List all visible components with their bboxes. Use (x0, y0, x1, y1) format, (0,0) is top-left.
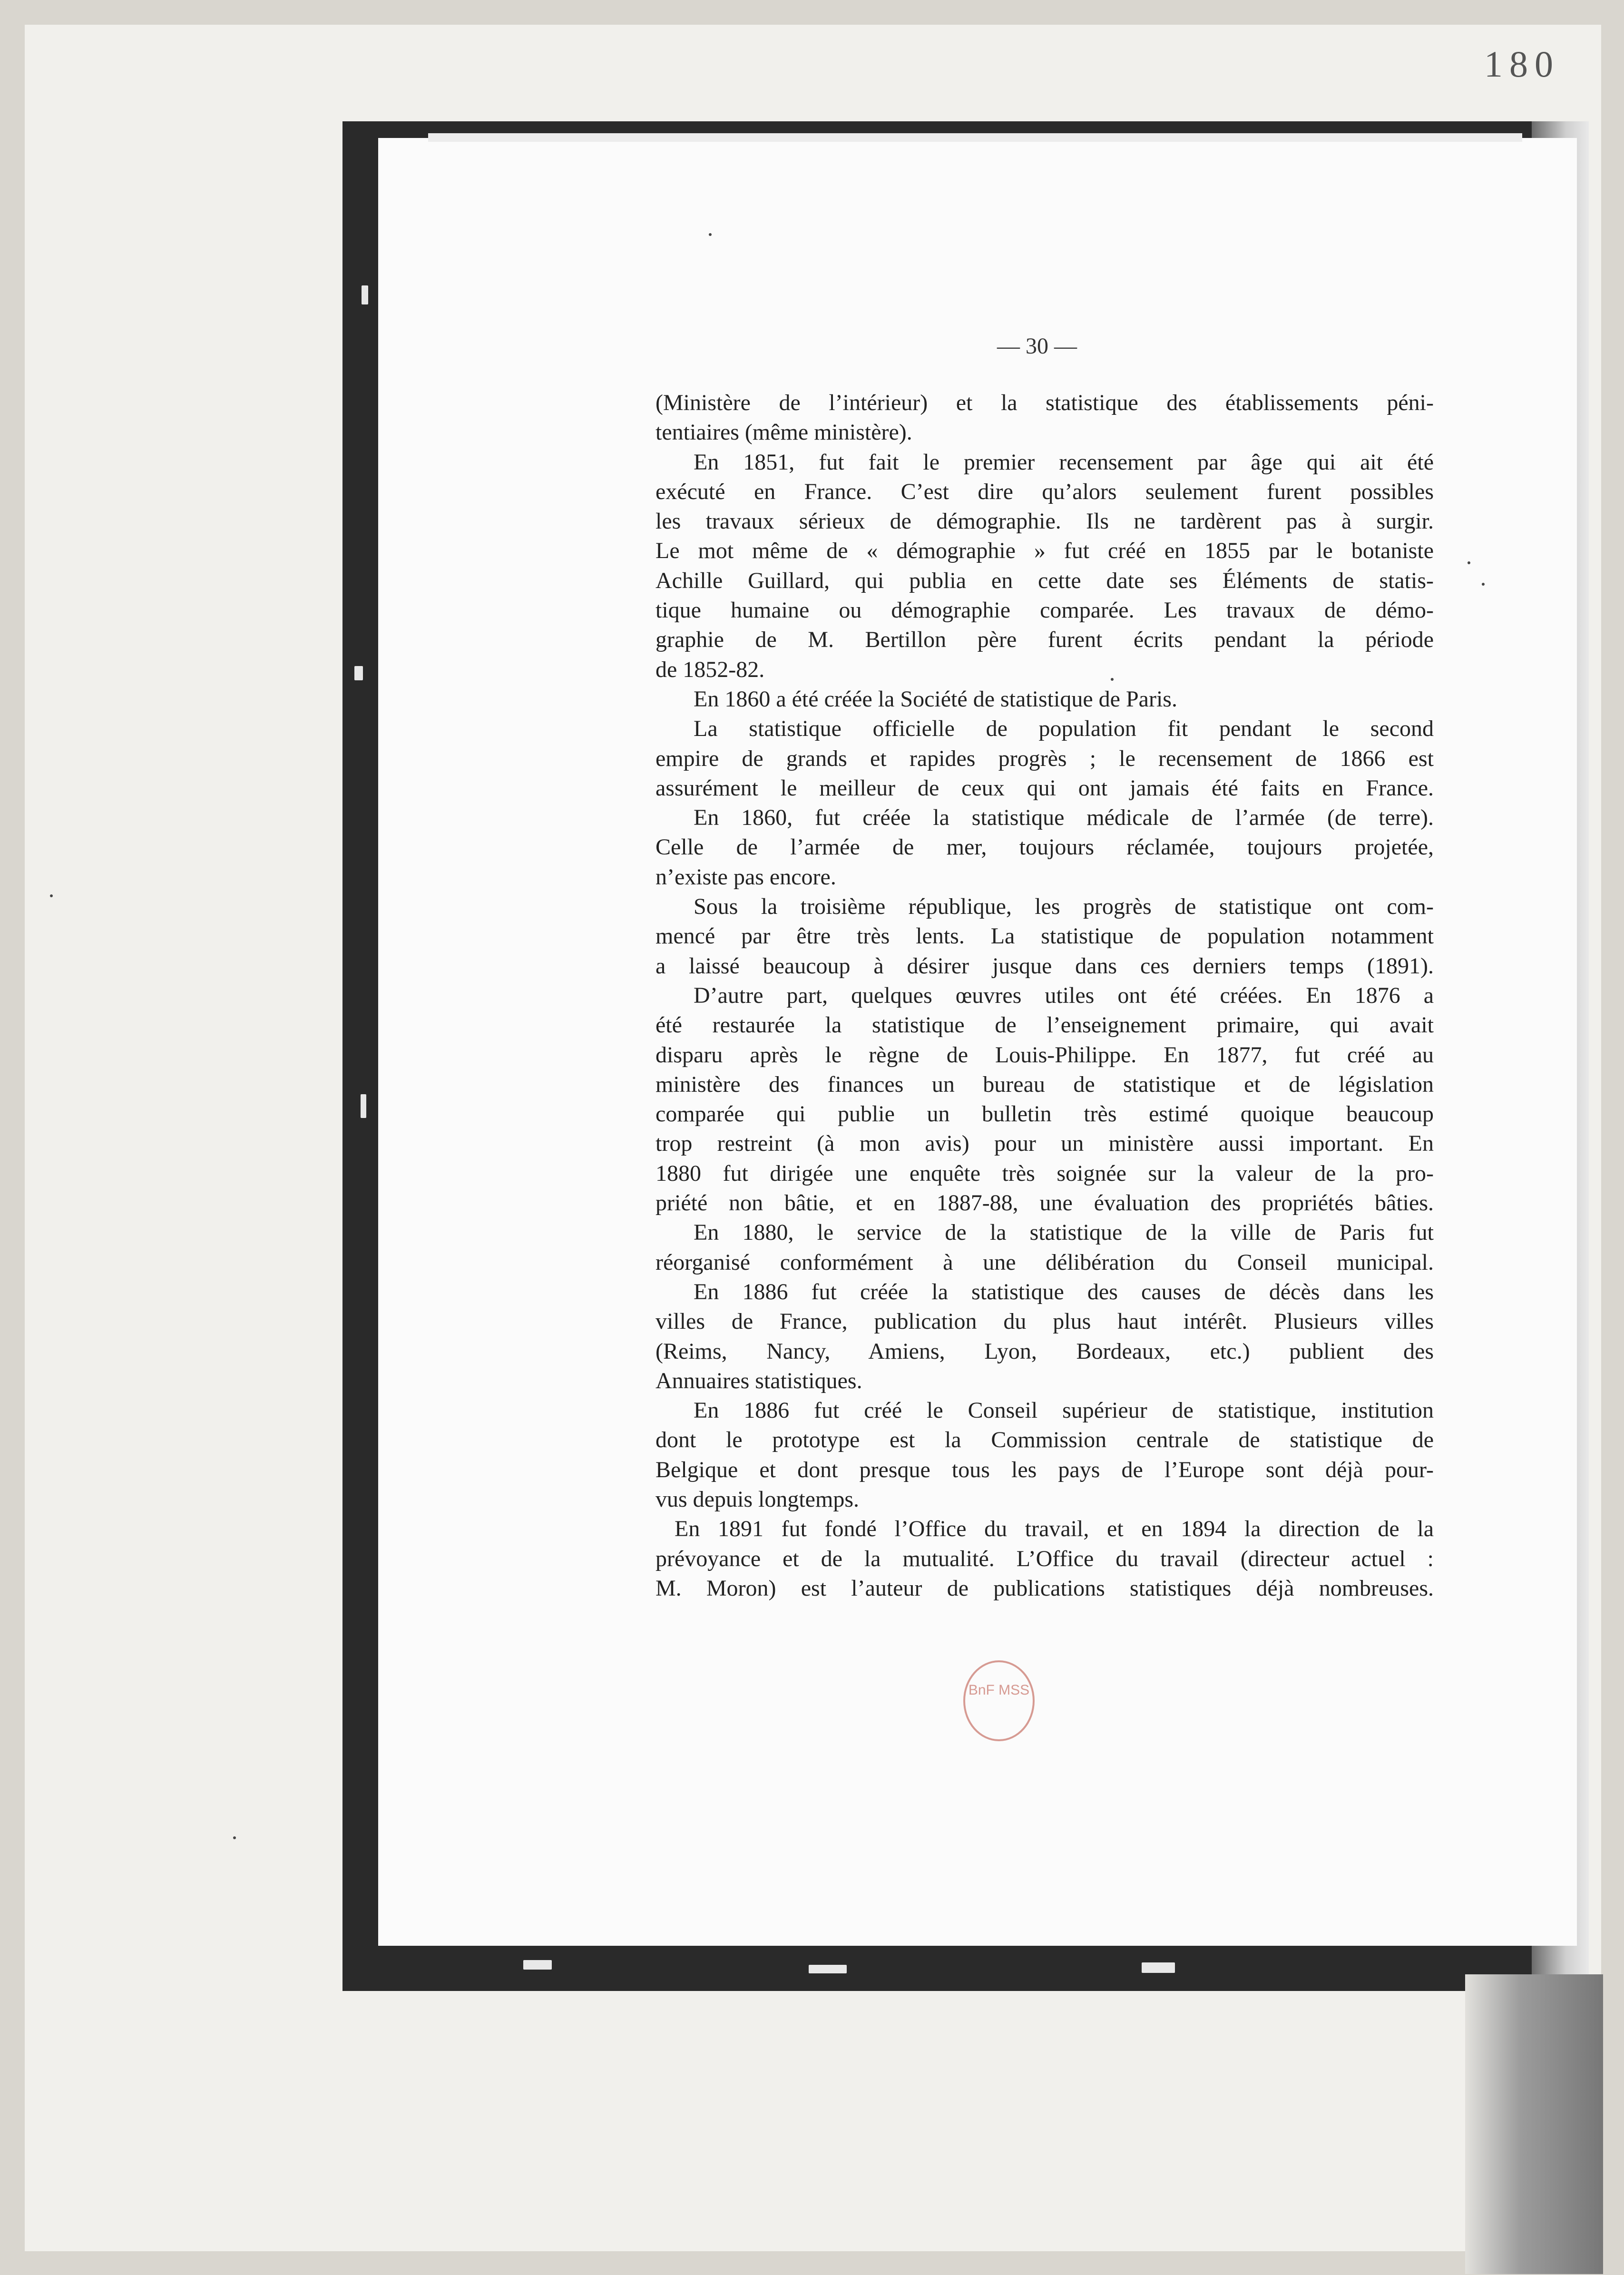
text-line: les travaux sérieux de démographie. Ils ne tardèrent pas à surgir. (655, 509, 1434, 534)
page-number: — 30 — (997, 333, 1077, 359)
text-line: 1880 fut dirigée une enquête très soignée sur la valeur de la pro- (655, 1160, 1434, 1186)
text-line: empire de grands et rapides progrès ; le recensement de 1866 est (655, 745, 1434, 771)
text-line: Sous la troisième république, les progrès de statistique ont com- (694, 894, 1434, 920)
text-line: En 1891 fut fondé l’Office du travail, et en 1894 la direction de la (675, 1516, 1434, 1542)
dust-speck (233, 1836, 236, 1839)
text-line: priété non bâtie, et en 1887-88, une évaluation des propriétés bâties. (655, 1190, 1434, 1216)
text-line: (Reims, Nancy, Amiens, Lyon, Bordeaux, etc.) publient des (655, 1338, 1434, 1364)
text-line: Annuaires statistiques. (655, 1368, 862, 1393)
text-line: trop restreint (à mon avis) pour un ministère aussi important. En (655, 1131, 1434, 1157)
text-line: prévoyance et de la mutualité. L’Office du travail (directeur actuel : (655, 1546, 1434, 1571)
text-line: a laissé beaucoup à désirer jusque dans ces derniers temps (1891). (655, 953, 1434, 979)
text-line: disparu après le règne de Louis-Philippe. En 1877, fut créé au (655, 1042, 1434, 1068)
folio-number: 180 (1484, 43, 1560, 85)
text-line: En 1886 fut créée la statistique des causes de décès dans les (694, 1279, 1434, 1304)
border-speck (361, 1094, 366, 1118)
border-speck (1142, 1962, 1175, 1973)
text-line: n’existe pas encore. (655, 864, 836, 890)
dust-speck (1482, 583, 1485, 586)
photo-shadow (1465, 1974, 1603, 2274)
text-line: Celle de l’armée de mer, toujours réclamée, toujours projetée, (655, 834, 1434, 860)
text-line: En 1860, fut créée la statistique médicale de l’armée (de terre). (694, 805, 1434, 831)
text-line: En 1880, le service de la statistique de la ville de Paris fut (694, 1220, 1434, 1245)
border-speck (362, 285, 368, 304)
text-line: réorganisé conformément à une délibération du Conseil municipal. (655, 1249, 1434, 1275)
text-line: vus depuis longtemps. (655, 1486, 859, 1512)
border-speck (354, 666, 363, 680)
library-stamp: BnF MSS (963, 1660, 1035, 1741)
text-line: La statistique officielle de population fit pendant le second (694, 716, 1434, 742)
text-line: En 1851, fut fait le premier recensement par âge qui ait été (694, 449, 1434, 475)
text-line: ministère des finances un bureau de statistique et de législation (655, 1071, 1434, 1097)
text-line: D’autre part, quelques œuvres utiles ont été créées. En 1876 a (694, 982, 1434, 1008)
border-speck (523, 1960, 552, 1970)
dust-speck (709, 233, 712, 236)
text-line: (Ministère de l’intérieur) et la statistique des établissements péni- (655, 390, 1434, 415)
text-line: En 1860 a été créée la Société de statistique de Paris. (694, 686, 1177, 712)
text-line: été restaurée la statistique de l’enseignement primaire, qui avait (655, 1012, 1434, 1038)
text-line: comparée qui publie un bulletin très estimé quoique beaucoup (655, 1101, 1434, 1127)
text-line: tique humaine ou démographie comparée. Les travaux de démo- (655, 598, 1434, 623)
text-line: Achille Guillard, qui publia en cette date ses Éléments de statis- (655, 568, 1434, 593)
text-line: En 1886 fut créé le Conseil supérieur de statistique, institution (694, 1398, 1434, 1423)
dust-speck (1467, 561, 1470, 564)
border-speck (809, 1965, 847, 1973)
text-line: M. Moron) est l’auteur de publications statistiques déjà nombreuses. (655, 1575, 1434, 1601)
page-top-fold (428, 133, 1522, 142)
text-line: Belgique et dont presque tous les pays de l’Europe sont déjà pour- (655, 1457, 1434, 1482)
text-line: tentiaires (même ministère). (655, 420, 912, 445)
text-line: Le mot même de « démographie » fut créé en 1855 par le botaniste (655, 538, 1434, 564)
dust-speck (50, 894, 53, 897)
body-text (655, 388, 1434, 1603)
text-line: villes de France, publication du plus haut intérêt. Plusieurs villes (655, 1309, 1434, 1334)
text-line: mencé par être très lents. La statistique de population notamment (655, 923, 1434, 949)
text-line: exécuté en France. C’est dire qu’alors seulement furent possibles (655, 479, 1434, 504)
text-line: dont le prototype est la Commission centrale de statistique de (655, 1427, 1434, 1453)
dust-speck (1111, 678, 1114, 681)
text-line: assurément le meilleur de ceux qui ont jamais été faits en France. (655, 775, 1434, 801)
text-line: de 1852-82. (655, 657, 765, 682)
text-line: graphie de M. Bertillon père furent écrits pendant la période (655, 627, 1434, 653)
